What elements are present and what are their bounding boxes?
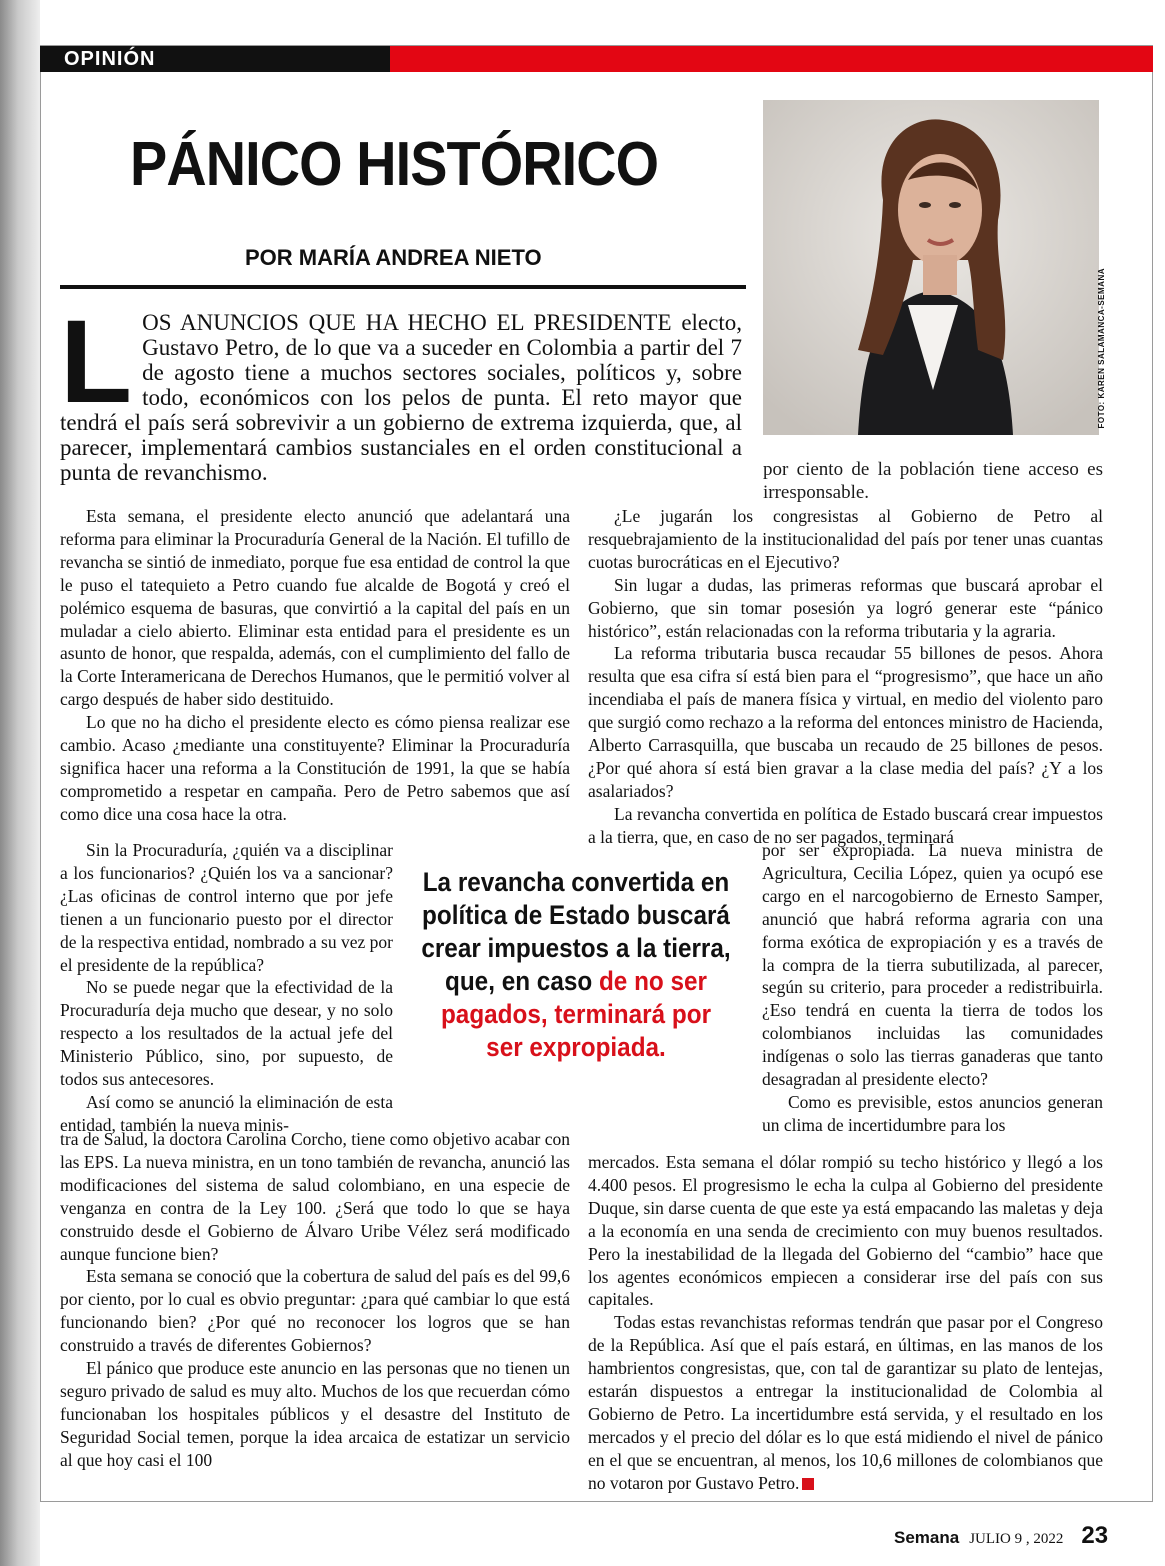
article-title: PÁNICO HISTÓRICO	[130, 130, 659, 199]
magazine-page	[40, 0, 1158, 1566]
page-gutter-shadow	[0, 0, 40, 1566]
article-byline: POR MARÍA ANDREA NIETO	[245, 245, 542, 270]
body-paragraph: Esta semana, el presidente electo anunció que adelantará una reforma para eliminar la Procuraduría General de la Nación. El tufillo de revancha se sintió de inmediato, porque fue esa entidad de control la que le puso el tatequieto a Petro cuando fue alcalde de Bogotá y creó el polémico esquema de basuras, que convirtió a la capital del país en un muladar a cielo abierto. Eliminar esta entidad para el presidente es un asunto de honor, que respalda, además, con el cumplimiento del fallo de la Corte Interamericana de Derechos Humanos, que le permitió volver al cargo después de haber sido destituido.	[60, 506, 570, 710]
column-2-bottom	[588, 1151, 1103, 1495]
pull-quote-black: La revancha convertida en política de Estado buscará crear impuestos a la tierra, que, en caso	[421, 867, 731, 996]
issue-date: JULIO 9 , 2022	[969, 1531, 1064, 1547]
end-mark-icon	[802, 1478, 814, 1490]
body-paragraph: tra de Salud, la doctora Carolina Corcho, tiene como objetivo acabar con las EPS. La nueva ministra, en un tono también de revancha, anunció las modificaciones del sistema de salud colombiano, en una especie de venganza en contra de la Ley 100. ¿Será que todo lo que se haya construido desde el Gobierno de Álvaro Uribe Vélez será modificado aunque funcione bien?	[60, 1129, 570, 1264]
pull-quote-red: de no ser pagados, terminará por ser expropiada.	[440, 966, 712, 1062]
body-paragraph: mercados. Esta semana el dólar rompió su techo histórico y llegó a los 4.400 pesos. El progresismo le echa la culpa al Gobierno del presidente Duque, sin darse cuenta de que este ya está empacando las maletas y deja a la economía en una senda de crecimiento con muy buenos resultados. Pero la inestabilidad de la llegada del Gobierno del “cambio” hace que los agentes económicos empiecen a considerar irse del país con sus capitales.	[588, 1152, 1103, 1310]
pull-quote	[419, 866, 732, 1064]
body-paragraph: Sin lugar a dudas, las primeras reformas que buscará aprobar el Gobierno, que sin tomar posesión ya logró generar este “pánico histórico”, están relacionadas con la reforma tributaria y la agraria.	[588, 574, 1103, 641]
body-paragraph: El pánico que produce este anuncio en las personas que no tienen un seguro privado de salud es muy alto. Muchos de los que recuerdan cómo funcionaban los hospitales públicos y el desastre del Instituto de Seguridad Social temen, porque la idea arcaica de estatizar un servicio al que hoy casi el 100	[60, 1358, 570, 1470]
body-paragraph: Lo que no ha dicho el presidente electo es cómo piensa realizar ese cambio. Acaso ¿mediante una constituyente? Eliminar la Procuraduría significa hacer una reforma a la Constitución de 1991, la que se había comprometido a respetar en campaña. Pero de Petro sabemos que así como dice una cosa hace la otra.	[60, 712, 570, 824]
photo-credit: FOTO: KAREN SALAMANCA-SEMANA	[1097, 268, 1106, 429]
lead-paragraph: OS ANUNCIOS QUE HA HECHO EL PRESIDENTE electo, Gustavo Petro, de lo que va a suceder en Colombia a partir del 7 de agosto tiene a muchos sectores sociales, políticos y, sobre todo, económicos con los pelos de punta. El reto mayor que tendrá el país será sobrevivir a un gobierno de extrema izquierda, que, al parecer, implementará cambios sustanciales en el orden constitucional a punta de revanchismo.	[60, 310, 742, 485]
body-paragraph: No se puede negar que la efectividad de la Procuraduría deja mucho que desear, y no solo respecto a los resultados de la actual jefe del Ministerio Público, sino, por supuesto, de todos sus antecesores.	[60, 977, 393, 1090]
column-1-narrow	[60, 839, 393, 1137]
drop-cap: L	[60, 296, 133, 428]
column-2-narrow	[762, 839, 1103, 1137]
body-paragraph: Sin la Procuraduría, ¿quién va a disciplinar a los funcionarios? ¿Quién los va a sancionar? ¿Las oficinas de control interno que por jefe tienen a un funcionario puesto por el director de la respectiva entidad, nombrado a su vez por el presidente de la república?	[60, 840, 393, 975]
article-lead	[60, 296, 742, 485]
column-1-bottom	[60, 1128, 570, 1472]
author-portrait-image	[763, 100, 1099, 435]
column-2-top	[588, 505, 1103, 849]
body-paragraph: Como es previsible, estos anuncios generan un clima de incertidumbre para los	[762, 1091, 1103, 1135]
magazine-name: Semana	[894, 1528, 960, 1547]
author-photo	[763, 100, 1099, 435]
closing-text: Todas estas revanchistas reformas tendrán que pasar por el Congreso de la República. Así que el país estará, en últimas, en las manos de los hambrientos congresistas, que, con tal de garantizar su plato de lentejas, estarán dispuestos a entregar la institucionalidad de Colombia al Gobierno de Petro. La incertidumbre está servida, y el resultado en los mercados y el precio del dólar es lo que está midiendo el nivel de pánico en el que se encuentran, al menos, los 10,6 millones de colombianos que no votaron por Gustavo Petro.	[588, 1312, 1103, 1493]
section-label: OPINIÓN	[64, 48, 156, 70]
body-paragraph: ¿Le jugarán los congresistas al Gobierno de Petro al resquebrajamiento de la institucionalidad del país por tener unas cuantas cuotas burocráticas en el Ejecutivo?	[588, 506, 1103, 572]
section-bar-red	[390, 46, 1153, 72]
title-rule	[60, 285, 746, 289]
body-paragraph: La reforma tributaria busca recaudar 55 billones de pesos. Ahora resulta que esa cifra sí está bien para el “progresismo”, que hace un año incendiaba el país de manera física y virtual, en medio del violento paro que surgió como rechazo a la reforma del entonces ministro de Hacienda, Alberto Carrasquilla, que buscaba un recaudo de 25 billones de pesos. ¿Por qué ahora sí está bien gravar a la clase media del país? ¿Y a los asalariados?	[588, 643, 1103, 801]
body-paragraph: Esta semana se conoció que la cobertura de salud del país es del 99,6 por ciento, por lo cual es obvio preguntar: ¿para qué cambiar lo que está funcionando bien? ¿Por qué no reconocer los logros que se han construido a través de diferentes Gobiernos?	[60, 1266, 570, 1356]
page-footer	[894, 1522, 1108, 1550]
body-paragraph: Así como se anunció la eliminación de esta entidad, también la nueva minis-	[60, 1091, 393, 1135]
body-paragraph	[588, 1311, 1103, 1494]
body-paragraph: por ser expropiada. La nueva ministra de Agricultura, Cecilia López, quien ya ocupó ese cargo en el narcogobierno de Ernesto Samper, anunció que habrá reforma agraria con una forma exótica de expropiación y es a través de la compra de la tierra subutilizada, al parecer, según su criterio, para proceder a redistribuirla. ¿Eso tendrá en cuenta la tierra de todos los colombianos incluidas las comunidades indígenas o solo las tierras ganaderas que tanto desagradan al presidente electo?	[762, 840, 1103, 1090]
page-number: 23	[1081, 1522, 1109, 1549]
section-header-bar	[40, 46, 1153, 72]
column-1-top	[60, 505, 570, 826]
lead-continuation: por ciento de la población tiene acceso es irresponsable.	[763, 459, 1103, 503]
body-paragraph: La revancha convertida en política de Estado buscará crear impuestos a la tierra, que, en caso de no ser pagados, terminará	[588, 803, 1103, 847]
